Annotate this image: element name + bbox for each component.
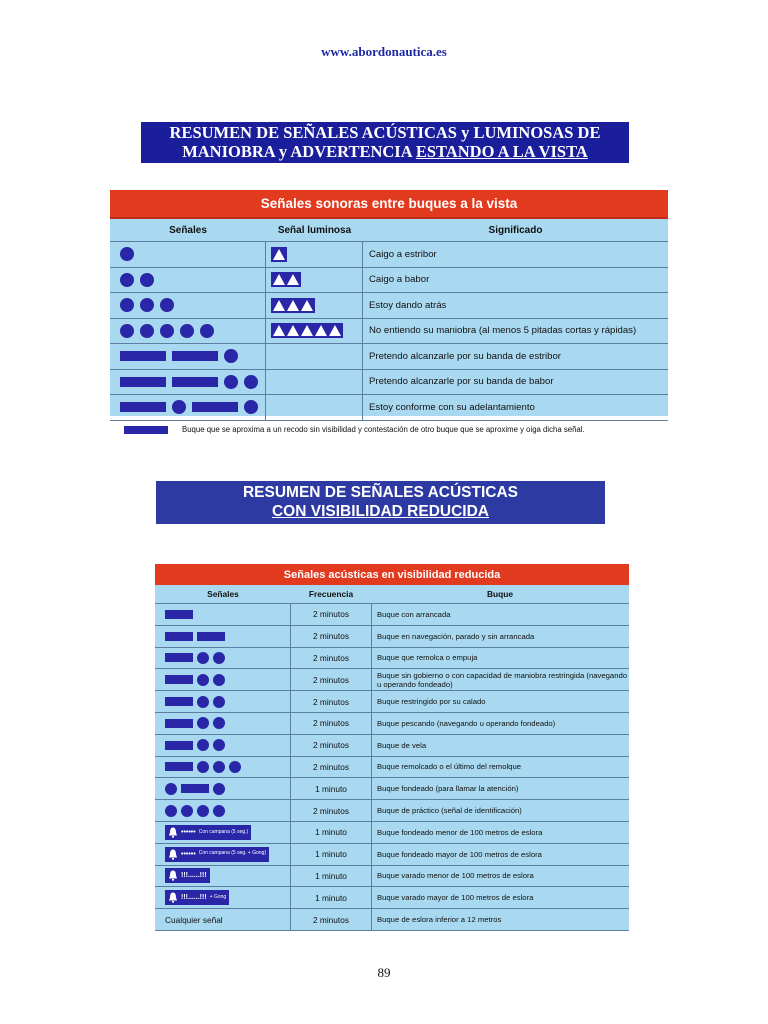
bell-icon <box>168 849 178 860</box>
triangle-icon <box>273 300 285 311</box>
table-row <box>155 844 629 866</box>
long-blast-icon <box>172 351 218 361</box>
long-blast-icon <box>124 426 168 434</box>
frequency-cell: 2 minutos <box>291 626 372 647</box>
triangle-icon <box>329 325 341 336</box>
short-blast-icon <box>120 324 134 338</box>
frequency-cell: 1 minuto <box>291 778 372 799</box>
signal-cell <box>155 713 291 734</box>
table-row <box>110 268 668 294</box>
section-title-line2: MANIOBRA y ADVERTENCIA ESTANDO A LA VISTA <box>182 142 588 161</box>
short-blast-icon <box>244 375 258 389</box>
short-blast-icon <box>197 761 209 773</box>
frequency-cell: 2 minutos <box>291 757 372 778</box>
triangle-icon <box>273 274 285 285</box>
triangle-icon <box>273 325 285 336</box>
vessel-cell: Buque pescando (navegando u operando fondeado) <box>377 718 556 728</box>
table-row <box>155 735 629 757</box>
short-blast-icon <box>160 298 174 312</box>
table-row <box>155 866 629 888</box>
long-blast-icon <box>120 351 166 361</box>
bell-note: Con campana (5 seg.) <box>198 828 249 835</box>
signal-cell <box>155 757 291 778</box>
short-blast-icon <box>244 400 258 414</box>
column-header-signals: Señales <box>169 224 207 236</box>
reduced-visibility-table <box>155 564 629 931</box>
light-signal-cell <box>266 370 363 395</box>
table-row <box>110 293 668 319</box>
long-blast-icon <box>197 632 225 641</box>
triangle-icon <box>315 325 327 336</box>
table-title: Señales sonoras entre buques a la vista <box>110 190 668 219</box>
frequency-cell: 2 minutos <box>291 669 372 690</box>
short-blast-icon <box>140 324 154 338</box>
short-blast-icon <box>197 739 209 751</box>
short-blast-icon <box>197 805 209 817</box>
signal-cell <box>155 822 291 843</box>
short-blast-icon <box>224 349 238 363</box>
short-blast-icon <box>213 739 225 751</box>
vessel-cell: Buque fondeado (para llamar la atención) <box>377 784 519 794</box>
table-row <box>155 604 629 626</box>
table-row <box>110 319 668 345</box>
short-blast-icon <box>165 783 177 795</box>
long-blast-icon <box>120 402 166 412</box>
bell-signal <box>165 890 229 905</box>
short-blast-icon <box>213 761 225 773</box>
short-blast-icon <box>197 674 209 686</box>
frequency-cell: 2 minutos <box>291 604 372 625</box>
short-blast-icon <box>197 696 209 708</box>
column-header-frequency: Frecuencia <box>308 589 354 599</box>
page-number: 89 <box>377 965 391 980</box>
vessel-cell: Buque de práctico (señal de identificación) <box>377 806 522 816</box>
meaning-cell: No entiendo su maniobra (al menos 5 pitadas cortas y rápidas) <box>369 325 637 337</box>
vessel-cell: Buque fondeado menor de 100 metros de eslora <box>377 827 543 837</box>
bell-signal <box>165 868 210 883</box>
table-row <box>110 370 668 396</box>
table2-body <box>155 604 629 931</box>
table-row <box>155 778 629 800</box>
short-blast-icon <box>197 717 209 729</box>
signal-cell <box>155 604 291 625</box>
light-signal <box>271 298 315 313</box>
long-blast-icon <box>165 719 193 728</box>
short-blast-icon <box>213 805 225 817</box>
table-body <box>110 242 668 421</box>
vessel-cell: Buque remolcado o el último del remolque <box>377 762 522 772</box>
table-row <box>110 395 668 421</box>
legend <box>124 425 585 434</box>
table-row <box>155 822 629 844</box>
legend-text: Buque que se aproxima a un recodo sin visibilidad y contestación de otro buque que se aproxime y oiga dicha señal. <box>182 425 585 434</box>
short-blast-icon <box>181 805 193 817</box>
frequency-cell: 2 minutos <box>291 800 372 821</box>
vessel-cell: Buque con arrancada <box>377 609 451 619</box>
table-row <box>155 669 629 691</box>
signal-cell <box>110 395 266 420</box>
signal-cell <box>155 648 291 669</box>
signal-cell <box>110 344 266 369</box>
long-blast-icon <box>192 402 238 412</box>
sound-signals-table <box>110 190 668 416</box>
bell-note: + Gong <box>209 894 227 900</box>
bell-signal <box>165 825 251 840</box>
long-blast-icon <box>165 675 193 684</box>
table2-title: Señales acústicas en visibilidad reducida <box>155 564 629 585</box>
vessel-cell: Buque varado menor de 100 metros de eslora <box>377 871 534 881</box>
column-header-light: Señal luminosa <box>277 224 352 236</box>
section-title-line1: RESUMEN DE SEÑALES ACÚSTICAS y LUMINOSAS DE <box>169 123 601 142</box>
short-blast-icon <box>120 247 134 261</box>
triangle-icon <box>301 325 313 336</box>
meaning-cell: Pretendo alcanzarle por su banda de estribor <box>369 350 561 362</box>
signal-cell <box>110 370 266 395</box>
frequency-cell: 2 minutos <box>291 648 372 669</box>
bell-pattern: •••••• <box>181 850 196 858</box>
vessel-cell: Buque sin gobierno o con capacidad de maniobra restringida (navegando u operando fondeado) <box>377 670 628 689</box>
signal-cell <box>155 669 291 690</box>
long-blast-icon <box>165 632 193 641</box>
frequency-cell: 2 minutos <box>291 909 372 930</box>
frequency-cell: 2 minutos <box>291 691 372 712</box>
column-header-signals: Señales <box>207 589 239 599</box>
signal-cell <box>110 293 266 318</box>
short-blast-icon <box>172 400 186 414</box>
bell-icon <box>168 870 178 881</box>
frequency-cell: 2 minutos <box>291 713 372 734</box>
long-blast-icon <box>165 741 193 750</box>
bell-signal <box>165 847 269 862</box>
signal-cell <box>155 909 291 930</box>
frequency-cell: 2 minutos <box>291 735 372 756</box>
signal-cell <box>155 626 291 647</box>
signal-text: Cualquier señal <box>165 914 223 925</box>
light-signal-cell <box>266 319 363 344</box>
frequency-cell: 1 minuto <box>291 887 372 908</box>
triangle-icon <box>301 300 313 311</box>
short-blast-icon <box>180 324 194 338</box>
short-blast-icon <box>213 783 225 795</box>
signal-cell <box>155 866 291 887</box>
table-row <box>110 242 668 268</box>
short-blast-icon <box>120 273 134 287</box>
triangle-icon <box>287 325 299 336</box>
frequency-cell: 1 minuto <box>291 866 372 887</box>
column-header-vessel: Buque <box>486 589 514 599</box>
table-row <box>155 691 629 713</box>
bell-icon <box>168 827 178 838</box>
signal-cell <box>110 319 266 344</box>
table-row <box>155 626 629 648</box>
section-title-reduced-visibility <box>156 481 605 524</box>
short-blast-icon <box>120 298 134 312</box>
section-title-visible <box>141 122 629 163</box>
light-signal-cell <box>266 395 363 420</box>
vessel-cell: Buque que remolca o empuja <box>377 653 478 663</box>
vessel-cell: Buque restringido por su calado <box>377 697 486 707</box>
triangle-icon <box>273 249 285 260</box>
vessel-cell: Buque varado mayor de 100 metros de eslora <box>377 893 534 903</box>
signal-cell <box>155 887 291 908</box>
signal-cell <box>155 778 291 799</box>
short-blast-icon <box>229 761 241 773</box>
signal-cell <box>155 691 291 712</box>
section-title2-line1: RESUMEN DE SEÑALES ACÚSTICAS <box>242 484 518 501</box>
short-blast-icon <box>224 375 238 389</box>
long-blast-icon <box>165 697 193 706</box>
light-signal-cell <box>266 242 363 267</box>
light-signal-cell <box>266 268 363 293</box>
signal-cell <box>110 242 266 267</box>
short-blast-icon <box>213 652 225 664</box>
long-blast-icon <box>120 377 166 387</box>
bell-pattern: !!!......!!! <box>181 894 207 902</box>
long-blast-icon <box>181 784 209 793</box>
long-blast-icon <box>172 377 218 387</box>
light-signal-cell <box>266 344 363 369</box>
frequency-cell: 1 minuto <box>291 822 372 843</box>
short-blast-icon <box>200 324 214 338</box>
signal-cell <box>110 268 266 293</box>
column-header-meaning: Significado <box>488 224 543 236</box>
vessel-cell: Buque fondeado mayor de 100 metros de eslora <box>377 849 542 859</box>
long-blast-icon <box>165 653 193 662</box>
table-row <box>155 909 629 931</box>
table-row <box>155 648 629 670</box>
short-blast-icon <box>140 298 154 312</box>
table-header-row <box>110 219 668 242</box>
short-blast-icon <box>140 273 154 287</box>
short-blast-icon <box>197 652 209 664</box>
light-signal <box>271 323 343 338</box>
meaning-cell: Estoy dando atrás <box>369 299 447 311</box>
vessel-cell: Buque de eslora inferior a 12 metros <box>377 915 502 925</box>
light-signal-cell <box>266 293 363 318</box>
meaning-cell: Pretendo alcanzarle por su banda de babor <box>369 376 554 388</box>
table-row <box>155 800 629 822</box>
signal-cell <box>155 844 291 865</box>
table-row <box>155 757 629 779</box>
meaning-cell: Estoy conforme con su adelantamiento <box>369 401 535 413</box>
long-blast-icon <box>165 762 193 771</box>
long-blast-icon <box>165 610 193 619</box>
short-blast-icon <box>213 717 225 729</box>
short-blast-icon <box>213 696 225 708</box>
table-row <box>155 887 629 909</box>
light-signal <box>271 272 301 287</box>
bell-pattern: !!!......!!! <box>181 872 207 880</box>
bell-icon <box>168 892 178 903</box>
signal-cell <box>155 735 291 756</box>
triangle-icon <box>287 274 299 285</box>
meaning-cell: Caigo a babor <box>369 274 430 286</box>
bell-note: Con campana (5 seg. + Gong) <box>198 850 267 857</box>
triangle-icon <box>287 300 299 311</box>
signal-cell <box>155 800 291 821</box>
light-signal <box>271 247 287 262</box>
table-row <box>110 344 668 370</box>
short-blast-icon <box>165 805 177 817</box>
section-title2-line2: CON VISIBILIDAD REDUCIDA <box>271 503 489 520</box>
table-row <box>155 713 629 735</box>
short-blast-icon <box>160 324 174 338</box>
frequency-cell: 1 minuto <box>291 844 372 865</box>
bell-pattern: •••••• <box>181 828 196 836</box>
short-blast-icon <box>213 674 225 686</box>
meaning-cell: Caigo a estribor <box>369 248 437 260</box>
vessel-cell: Buque en navegación, parado y sin arrancada <box>377 631 535 641</box>
table2-header-row <box>155 585 629 604</box>
vessel-cell: Buque de vela <box>377 740 427 750</box>
site-url[interactable]: www.abordonautica.es <box>321 44 447 59</box>
